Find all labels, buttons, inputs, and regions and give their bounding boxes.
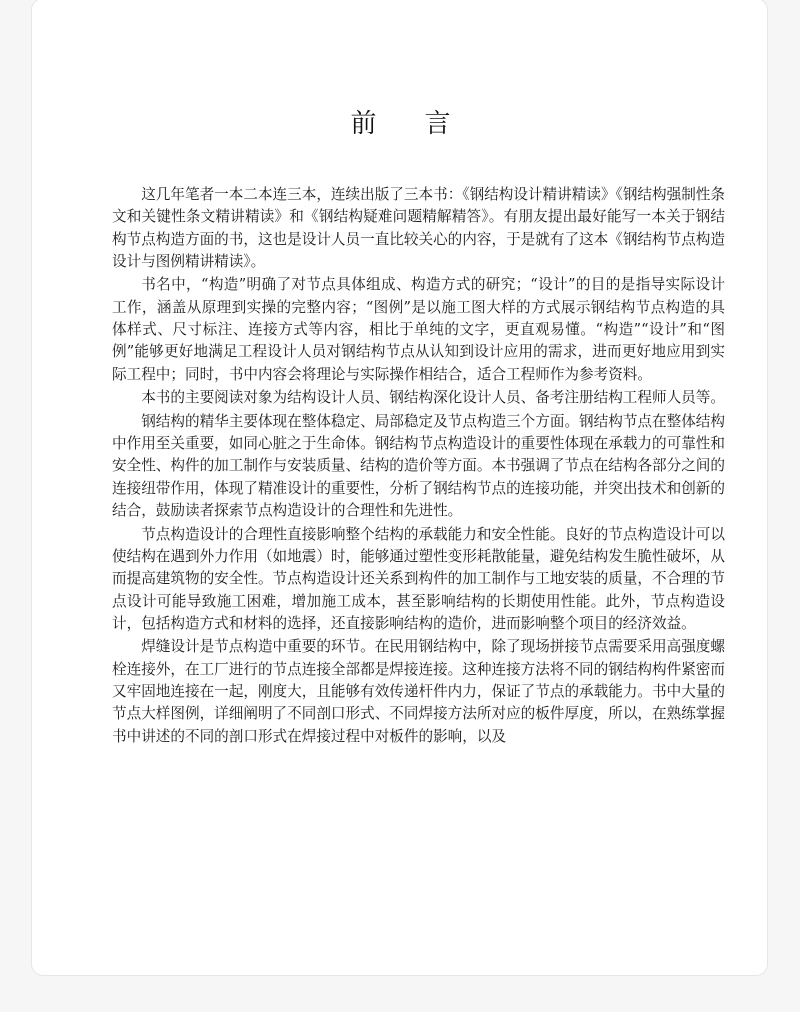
paragraph-4: 钢结构的精华主要体现在整体稳定、局部稳定及节点构造三个方面。钢结构节点在整体结构中作用至关重要，如同心脏之于生命体。钢结构节点构造设计的重要性体现在承载力的可靠性和安全性、构件的加工制作与安装质量、结构的造价等方面。本书强调了节点在结构各部分之间的连接纽带作用，体现了精准设计的重要性，分析了钢结构节点的连接功能，并突出技术和创新的结合，鼓励读者探索节点构造设计的合理性和先进性。 xyxy=(112,412,725,520)
paragraph-1: 这几年笔者一本二本连三本，连续出版了三本书：《钢结构设计精讲精读》《钢结构强制性条文和关键性条文精讲精读》和《钢结构疑难问题精解精答》。有朋友提出最好能写一本关于钢结构节点构造方面的书，这也是设计人员一直比较关心的内容，于是就有了这本《钢结构节点构造设计与图例精讲精读》。 xyxy=(112,186,725,270)
page-card xyxy=(31,0,768,976)
paragraph-5: 节点构造设计的合理性直接影响整个结构的承载能力和安全性能。良好的节点构造设计可以使结构在遇到外力作用（如地震）时，能够通过塑性变形耗散能量，避免结构发生脆性破坏，从而提高建筑物的安全性。节点构造设计还关系到构件的加工制作与工地安装的质量，不合理的节点设计可能导致施工困难，增加施工成本，甚至影响结构的长期使用性能。此外，节点构造设计，包括构造方式和材料的选择，还直接影响结构的造价，进而影响整个项目的经济效益。 xyxy=(112,525,725,632)
preface-body xyxy=(112,184,725,749)
paragraph-3: 本书的主要阅读对象为结构设计人员、钢结构深化设计人员、备考注册结构工程师人员等。 xyxy=(141,389,725,407)
paragraph-6: 焊缝设计是节点构造中重要的环节。在民用钢结构中，除了现场拼接节点需要采用高强度螺栓连接外，在工厂进行的节点连接全部都是焊接连接。这种连接方法将不同的钢结构构件紧密而又牢固地连接在一起，刚度大，且能够有效传递杆件内力，保证了节点的承载能力。书中大量的节点大样图例，详细阐明了不同剖口形式、不同焊接方法所对应的板件厚度，所以，在熟练掌握书中讲述的不同的剖口形式在焊接过程中对板件的影响，以及 xyxy=(112,638,725,745)
page-title: 前言 xyxy=(350,109,499,139)
paragraph-2: 书名中，“构造”明确了对节点具体组成、构造方式的研究；“设计”的目的是指导实际设计工作，涵盖从原理到实操的完整内容；“图例”是以施工图大样的方式展示钢结构节点构造的具体样式、尺寸标注、连接方式等内容，相比于单纯的文字，更直观易懂。“构造”“设计”和“图例”能够更好地满足工程设计人员对钢结构节点从认知到设计应用的需求，进而更好地应用到实际工程中；同时，书中内容会将理论与实际操作相结合，适合工程师作为参考资料。 xyxy=(112,276,725,383)
